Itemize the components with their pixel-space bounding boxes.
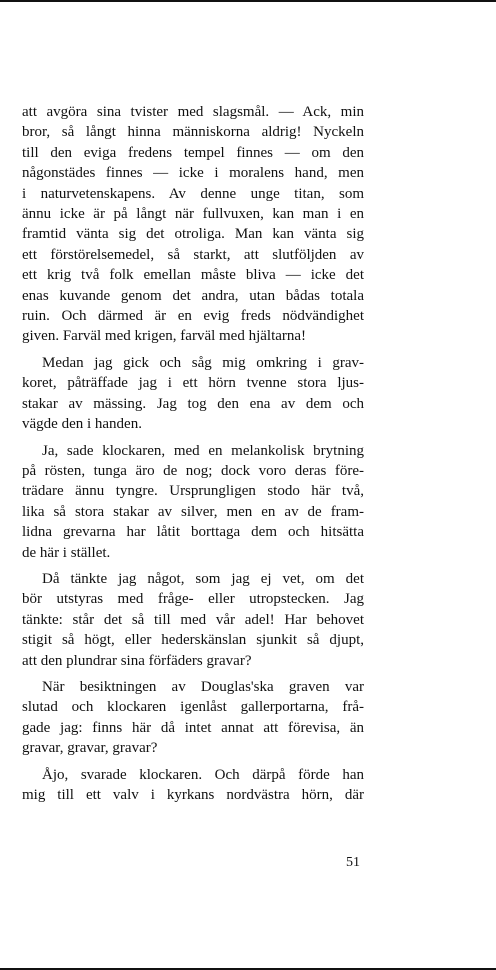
text-line: någonstädes finnes — icke i moralens hand, men xyxy=(22,165,364,182)
paragraph-2 xyxy=(22,353,364,435)
text-line: de här i stället. xyxy=(22,544,111,561)
text-line: lika så stora stakar av silver, men en av de fram- xyxy=(22,503,364,520)
text-line: enas kuvande genom det andra, utan bådas totala xyxy=(22,287,364,304)
text-line-indented: När besiktningen av Douglas'ska graven var xyxy=(42,678,364,695)
text-line: ett förstörelsemedel, så starkt, att slutföljden av xyxy=(22,246,364,263)
text-line: att avgöra sina tvister med slagsmål. — Ack, min xyxy=(22,104,364,120)
text-line: i naturvetenskapens. Av denne unge titan, som xyxy=(22,185,364,202)
text-line-indented: Åjo, svarade klockaren. Och därpå förde han xyxy=(42,766,364,783)
text-line-indented: Då tänkte jag något, som jag ej vet, om det xyxy=(42,570,364,587)
text-line: ett krig två folk emellan måste bliva — icke det xyxy=(22,267,364,284)
text-line: slutad och klockaren igenlåst gallerportarna, frå- xyxy=(22,699,364,716)
text-line-indented: Medan jag gick och såg mig omkring i grav- xyxy=(42,354,364,371)
paragraph-3 xyxy=(22,441,364,563)
paragraph-4 xyxy=(22,569,364,671)
text-line: ruin. Och därmed är en evig freds nödvändighet xyxy=(22,308,364,325)
page-number: 51 xyxy=(346,855,360,870)
text-line: gravar, gravar, gravar? xyxy=(22,740,158,757)
paragraph-6 xyxy=(22,765,364,806)
text-line: ännu icke är på långt när fullvuxen, kan man i en xyxy=(22,206,364,223)
text-line: stakar av mässing. Jag tog den ena av dem och xyxy=(22,395,364,412)
page-top-edge xyxy=(0,0,496,2)
body-text xyxy=(22,102,364,811)
text-line: tänkte: står det så till med vår adel! Har behovet xyxy=(22,611,364,628)
text-line: mig till ett valv i kyrkans nordvästra hörn, där xyxy=(22,787,364,803)
text-line: given. Farväl med krigen, farväl med hjältarna! xyxy=(22,328,307,345)
text-line: gade jag: finns här då intet annat att förevisa, än xyxy=(22,719,364,736)
text-line: på rösten, tunga äro de nog; dock voro deras före- xyxy=(22,462,364,479)
text-line: till den eviga fredens tempel finnes — om den xyxy=(22,144,364,161)
text-line: framtid vänta sig det otroliga. Man kan vänta sig xyxy=(22,226,364,243)
text-line: trädare ännu tyngre. Ursprungligen stodo här två, xyxy=(22,483,364,500)
paragraph-1 xyxy=(22,102,364,347)
text-line: stigit så högt, eller hederskänslan sjunkit så djupt, xyxy=(22,632,364,649)
text-line: att den plundrar sina förfäders gravar? xyxy=(22,652,252,669)
text-line: lidna grevarna har låtit borttaga dem och hitsätta xyxy=(22,524,364,541)
text-line: bror, så långt hinna människorna aldrig! Nyckeln xyxy=(22,124,364,141)
text-line-indented: Ja, sade klockaren, med en melankolisk brytning xyxy=(42,442,364,459)
paragraph-5 xyxy=(22,677,364,759)
text-line: bör utstyras med fråge- eller utropstecken. Jag xyxy=(22,591,364,608)
text-line: koret, påträffade jag i ett hörn tvenne stora ljus- xyxy=(22,375,364,392)
text-line: vägde den i handen. xyxy=(22,416,142,433)
